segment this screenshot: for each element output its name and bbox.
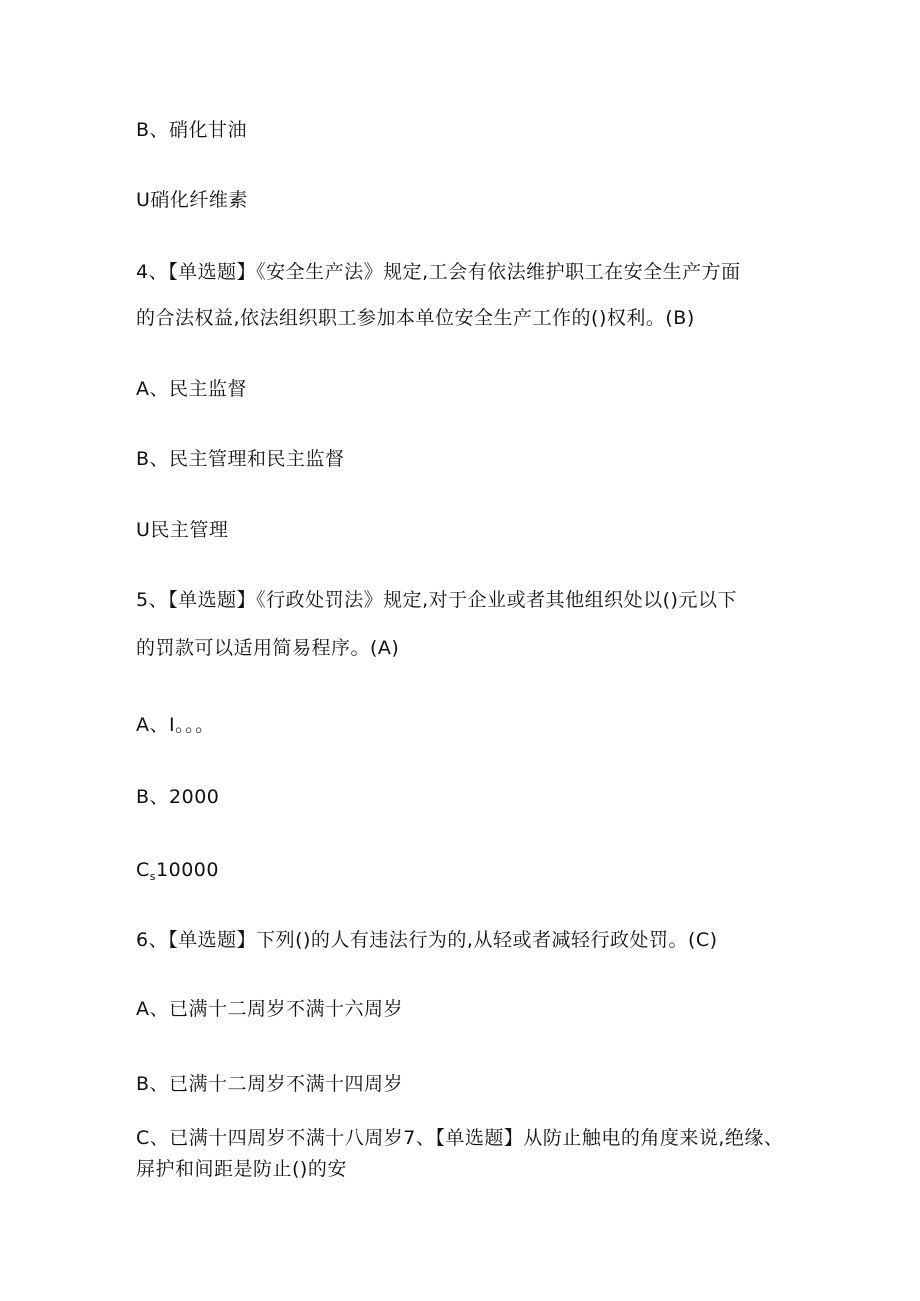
question-5-option-c (136, 858, 796, 889)
question-4-line-1: 4、【单选题】《安全生产法》规定,工会有依法维护职工在安全生产方面 (136, 261, 741, 283)
question-6: 6、【单选题】下列()的人有违法行为的,从轻或者减轻行政处罚。(C) (136, 929, 718, 951)
question-5-option-a: A、I。。。 (136, 714, 215, 736)
option-c-nitrocellulose: U硝化纤维素 (136, 189, 248, 211)
question-6-option-c-and-question-7: C、已满十四周岁不满十八周岁7、【单选题】从防止触电的角度来说,绝缘、屏护和间距是防止()的安 (136, 1127, 784, 1180)
question-4-option-b: B、民主管理和民主监督 (136, 448, 345, 470)
question-6-option-a: A、已满十二周岁不满十六周岁 (136, 998, 403, 1020)
question-5-option-b: B、2000 (136, 786, 220, 808)
question-5-line-1: 5、【单选题】《行政处罚法》规定,对于企业或者其他组织处以()元以下 (136, 589, 737, 611)
question-4-option-c: U民主管理 (136, 519, 229, 541)
question-4-line-2: 的合法权益,依法组织职工参加本单位安全生产工作的()权利。(B) (136, 307, 695, 329)
question-5-line-2: 的罚款可以适用简易程序。(A) (136, 637, 400, 659)
question-6-option-b: B、已满十二周岁不满十四周岁 (136, 1073, 404, 1095)
option-c-letter: C (136, 859, 150, 881)
question-4-option-a: A、民主监督 (136, 378, 247, 400)
option-c-subscript: s (149, 870, 157, 883)
option-b-nitroglycerin: B、硝化甘油 (136, 119, 248, 141)
option-c-value: 10000 (156, 859, 219, 881)
